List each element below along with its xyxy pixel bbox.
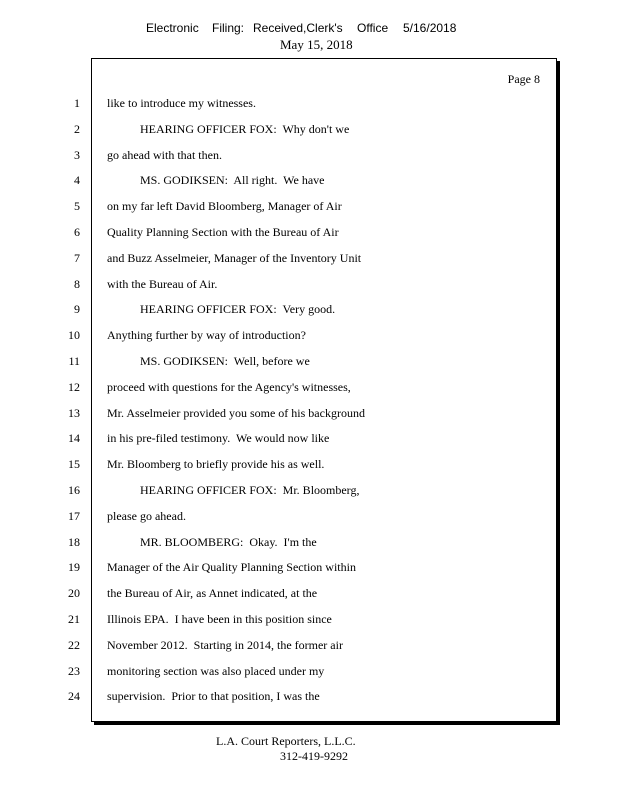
transcript-line [0,199,560,215]
line-text: go ahead with that then. [107,147,222,162]
line-text: proceed with questions for the Agency's witnesses, [107,379,351,394]
line-number: 11 [68,354,80,368]
line-text: please go ahead. [107,508,186,523]
line-text: in his pre-filed testimony. We would now like [107,431,330,446]
line-number: 13 [68,405,80,420]
transcript-line [0,431,560,447]
line-number: 6 [74,225,80,239]
transcript-line [0,483,560,499]
transcript-line [0,560,560,576]
filing-word-received: Received,Clerk's [253,21,343,35]
transcript-line [0,406,560,422]
line-number: 8 [74,276,80,291]
transcript-line [0,173,560,189]
line-number: 24 [68,689,80,704]
page-number: Page 8 [507,72,540,86]
line-number: 2 [74,121,80,136]
line-number: 21 [68,612,80,626]
filing-word-filing: Filing: [212,21,245,35]
line-text: Mr. Asselmeier provided you some of his background [107,405,365,420]
filing-word-office: Office [357,21,389,35]
line-number: 17 [68,508,80,523]
line-text: MS. GODIKSEN: Well, before we [107,354,310,368]
transcript-line [0,457,560,473]
line-text: MR. BLOOMBERG: Okay. I'm the [107,534,317,549]
line-text: with the Bureau of Air. [107,276,218,291]
line-number: 15 [68,457,80,472]
filing-word-electronic: Electronic [146,21,199,35]
line-text: Manager of the Air Quality Planning Section within [107,560,356,575]
transcript-line [0,96,560,112]
line-text: HEARING OFFICER FOX: Very good. [107,302,336,317]
line-text: HEARING OFFICER FOX: Why don't we [107,121,350,136]
footer-company-name: L.A. Court Reporters, L.L.C. [216,734,356,748]
footer-phone-number: 312-419-9292 [280,749,348,763]
transcript-line [0,664,560,680]
transcript-line [0,122,560,138]
transcript-line [0,354,560,370]
line-text: supervision. Prior to that position, I was the [107,689,320,704]
transcript-line [0,148,560,164]
transcript-line [0,535,560,551]
transcript-line [0,689,560,705]
transcript-line [0,586,560,602]
transcript-line [0,380,560,396]
line-text: like to introduce my witnesses. [107,96,256,110]
transcript-line [0,251,560,267]
line-text: Mr. Bloomberg to briefly provide his as well. [107,457,325,472]
header-date: May 15, 2018 [280,37,353,52]
line-number: 16 [68,483,80,497]
line-number: 3 [74,147,80,162]
line-number: 1 [74,96,80,110]
transcript-line [0,277,560,293]
line-number: 23 [68,663,80,678]
transcript-line [0,225,560,241]
line-number: 7 [74,250,80,265]
transcript-line [0,509,560,525]
line-number: 4 [74,173,80,188]
line-number: 14 [68,431,80,446]
line-text: the Bureau of Air, as Annet indicated, at the [107,586,318,601]
line-number: 20 [68,586,80,601]
line-number: 19 [68,560,80,575]
line-text: MS. GODIKSEN: All right. We have [107,173,325,188]
line-number: 9 [74,302,80,317]
line-text: HEARING OFFICER FOX: Mr. Bloomberg, [107,483,360,497]
transcript-line [0,328,560,344]
line-text: on my far left David Bloomberg, Manager of Air [107,199,342,214]
line-number: 5 [74,199,80,214]
line-text: Quality Planning Section with the Bureau of Air [107,225,339,239]
line-number: 18 [68,534,80,549]
transcript-line [0,612,560,628]
line-text: Anything further by way of introduction? [107,328,306,343]
line-text: and Buzz Asselmeier, Manager of the Inventory Unit [107,250,362,265]
transcript-line [0,302,560,318]
filing-date: 5/16/2018 [403,21,457,35]
line-text: monitoring section was also placed under my [107,663,325,678]
line-number: 22 [68,637,80,652]
transcript-line [0,638,560,654]
line-text: November 2012. Starting in 2014, the former air [107,637,343,652]
line-number: 10 [68,328,80,343]
line-text: Illinois EPA. I have been in this position since [107,612,332,626]
line-number: 12 [68,379,80,394]
